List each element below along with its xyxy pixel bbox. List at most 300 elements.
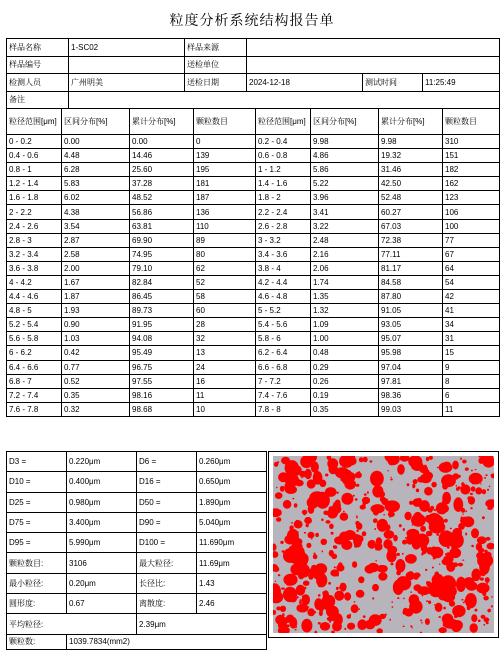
table-row xyxy=(7,332,500,346)
cell-interval: 1.09 xyxy=(311,318,379,332)
particle-blob xyxy=(362,497,370,504)
particle-blob xyxy=(314,475,316,477)
d75-label: D75 = xyxy=(7,512,67,532)
cell-cumulative: 69.90 xyxy=(130,233,194,247)
particle-blob xyxy=(432,567,434,569)
cell-interval: 0.42 xyxy=(62,346,130,360)
cell-count: 42 xyxy=(443,290,500,304)
particle-blob xyxy=(475,469,477,470)
particle-blob xyxy=(333,505,335,507)
particle-blob xyxy=(480,577,484,580)
header-interval: 区间分布[%] xyxy=(311,109,379,135)
cell-cumulative: 82.84 xyxy=(130,275,194,289)
aspect-ratio-label: 长径比: xyxy=(137,573,197,593)
particle-blob xyxy=(447,546,450,548)
header-interval: 区间分布[%] xyxy=(62,109,130,135)
d3-label: D3 = xyxy=(7,452,67,472)
cell-count: 187 xyxy=(194,191,256,205)
particle-blob xyxy=(426,600,428,602)
particle-blob xyxy=(444,519,448,523)
particle-blob xyxy=(421,554,423,556)
table-row xyxy=(7,219,500,233)
cell-count: 0 xyxy=(194,135,256,149)
cell-range: 4.2 - 4.4 xyxy=(256,275,311,289)
particle-blob xyxy=(362,531,367,536)
cell-range: 6.2 - 6.4 xyxy=(256,346,311,360)
cell-interval: 6.02 xyxy=(62,191,130,205)
cell-count: 195 xyxy=(194,163,256,177)
cell-cumulative: 9.98 xyxy=(379,135,443,149)
table-row xyxy=(7,247,500,261)
particle-blob xyxy=(439,564,441,565)
cell-range: 5.6 - 5.8 xyxy=(7,332,62,346)
cell-range: 3.6 - 3.8 xyxy=(7,261,62,275)
cell-count: 11 xyxy=(443,402,500,416)
particle-blob xyxy=(311,538,313,539)
particle-blob xyxy=(483,596,488,601)
particle-blob xyxy=(356,516,358,518)
particle-blob xyxy=(461,599,463,601)
cell-range: 6.8 - 7 xyxy=(7,374,62,388)
particle-blob xyxy=(297,573,299,576)
table-row xyxy=(7,233,500,247)
particle-blob xyxy=(491,596,493,597)
particle-blob xyxy=(383,514,385,515)
cell-range: 2.4 - 2.6 xyxy=(7,219,62,233)
cell-cumulative: 42.50 xyxy=(379,177,443,191)
cell-interval: 3.41 xyxy=(311,205,379,219)
cell-range: 4 - 4.2 xyxy=(7,275,62,289)
particle-blob xyxy=(278,574,281,576)
particle-blob xyxy=(478,620,481,623)
particle-blob xyxy=(313,554,318,559)
header-range: 粒径范围[μm] xyxy=(7,109,62,135)
particle-blob xyxy=(471,545,474,547)
particle-blob xyxy=(422,595,424,596)
particle-blob xyxy=(420,619,422,621)
particle-blob xyxy=(385,614,387,616)
particle-blob xyxy=(283,587,297,602)
table-row xyxy=(7,374,500,388)
particle-blob xyxy=(387,507,391,511)
particle-blob xyxy=(424,487,433,496)
particle-blob xyxy=(435,603,443,612)
cell-cumulative: 60.27 xyxy=(379,205,443,219)
particle-blob xyxy=(381,498,388,505)
particle-blob xyxy=(325,487,337,497)
cell-cumulative: 79.10 xyxy=(130,261,194,275)
cell-count: 106 xyxy=(443,205,500,219)
particle-blob xyxy=(396,576,412,590)
particle-blob xyxy=(473,598,476,600)
particle-blob xyxy=(458,523,465,530)
tester-value: 广州明美 xyxy=(69,74,185,92)
roundness-value: 0.67 xyxy=(67,594,137,614)
cell-range: 5.2 - 5.4 xyxy=(7,318,62,332)
particle-blob xyxy=(320,622,330,631)
particle-blob xyxy=(308,482,311,486)
particle-blob xyxy=(316,573,327,587)
particle-blob xyxy=(359,624,364,628)
cell-count: 77 xyxy=(443,233,500,247)
particle-blob xyxy=(445,585,452,593)
cell-count: 64 xyxy=(443,261,500,275)
cell-interval: 0.26 xyxy=(311,374,379,388)
particle-blob xyxy=(358,576,364,583)
cell-cumulative: 94.08 xyxy=(130,332,194,346)
d95-label: D95 = xyxy=(7,533,67,553)
cell-count: 15 xyxy=(443,346,500,360)
cell-interval: 3.54 xyxy=(62,219,130,233)
particle-blob xyxy=(276,606,281,610)
cell-range: 2.2 - 2.4 xyxy=(256,205,311,219)
particle-blob xyxy=(410,625,412,627)
particle-blob xyxy=(347,623,355,630)
particle-blob xyxy=(465,467,469,470)
cell-range: 7.8 - 8 xyxy=(256,402,311,416)
remark-value xyxy=(69,91,500,109)
particle-blob xyxy=(370,564,372,566)
particle-blob xyxy=(356,530,359,532)
particle-blob xyxy=(276,487,278,489)
particle-blob xyxy=(358,471,360,473)
table-row xyxy=(7,163,500,177)
particle-blob xyxy=(354,601,356,603)
particle-blob xyxy=(399,524,402,527)
particle-blob xyxy=(426,547,433,555)
cell-interval: 4.48 xyxy=(62,149,130,163)
max-size-label: 最大粒径: xyxy=(137,553,197,573)
particle-blob xyxy=(304,532,306,534)
distribution-table xyxy=(6,108,500,417)
particle-blob xyxy=(331,532,334,535)
cell-interval: 0.52 xyxy=(62,374,130,388)
dispersion-value: 2.46 xyxy=(197,594,267,614)
particle-count-label: 颗粒数目: xyxy=(7,553,67,573)
cell-cumulative: 97.81 xyxy=(379,374,443,388)
particle-blob xyxy=(413,584,421,591)
particle-blob xyxy=(471,528,479,538)
particle-blob xyxy=(483,624,485,626)
particle-blob xyxy=(282,550,285,552)
cell-interval: 1.74 xyxy=(311,275,379,289)
particle-blob xyxy=(297,564,299,566)
particle-blob xyxy=(396,559,406,572)
particle-blob xyxy=(336,587,339,590)
cell-range: 2.6 - 2.8 xyxy=(256,219,311,233)
table-row xyxy=(7,191,500,205)
cell-interval: 9.98 xyxy=(311,135,379,149)
particle-blob xyxy=(377,566,385,572)
cell-count: 67 xyxy=(443,247,500,261)
particle-blob xyxy=(412,538,421,550)
cell-count: 8 xyxy=(443,374,500,388)
max-size-value: 11.69μm xyxy=(197,553,267,573)
cell-interval: 2.16 xyxy=(311,247,379,261)
particle-count-value: 3106 xyxy=(67,553,137,573)
particle-blob xyxy=(319,610,323,616)
particle-blob xyxy=(441,504,443,506)
particle-blob xyxy=(295,629,297,631)
particle-blob xyxy=(482,592,486,596)
particle-blob xyxy=(442,492,451,505)
particle-blob xyxy=(299,599,301,602)
cell-count: 41 xyxy=(443,304,500,318)
particle-blob xyxy=(291,522,293,524)
cell-interval: 0.35 xyxy=(311,402,379,416)
particle-blob xyxy=(325,474,328,477)
roundness-label: 圆形度: xyxy=(7,594,67,614)
cell-cumulative: 97.04 xyxy=(379,360,443,374)
particle-blob xyxy=(454,615,458,618)
particle-blob xyxy=(318,594,321,597)
particle-blob xyxy=(333,545,337,549)
particle-blob xyxy=(353,495,355,497)
cell-cumulative: 87.80 xyxy=(379,290,443,304)
cell-count: 16 xyxy=(194,374,256,388)
particle-blob xyxy=(487,500,489,502)
particle-blob xyxy=(462,460,466,464)
cell-interval: 1.93 xyxy=(62,304,130,318)
cell-count: 9 xyxy=(443,360,500,374)
cell-range: 3.8 - 4 xyxy=(256,261,311,275)
cell-cumulative: 95.98 xyxy=(379,346,443,360)
cell-cumulative: 56.86 xyxy=(130,205,194,219)
particle-blob xyxy=(280,541,283,544)
d3-value: 0.220μm xyxy=(67,452,137,472)
cell-cumulative: 96.75 xyxy=(130,360,194,374)
particle-blob xyxy=(391,477,392,478)
particle-blob xyxy=(352,561,357,568)
cell-interval: 6.28 xyxy=(62,163,130,177)
particle-blob xyxy=(453,532,455,534)
particle-blob xyxy=(405,554,417,564)
particle-blob xyxy=(438,616,441,618)
particle-blob xyxy=(410,591,412,593)
particle-blob xyxy=(383,520,387,523)
particle-blob xyxy=(431,482,436,488)
particle-blob xyxy=(334,536,345,544)
cell-interval: 1.35 xyxy=(311,290,379,304)
particle-blob xyxy=(487,506,492,510)
particle-blob xyxy=(469,473,483,485)
particle-blob xyxy=(416,489,419,493)
table-row xyxy=(7,318,500,332)
cell-count: 182 xyxy=(443,163,500,177)
table-row xyxy=(7,177,500,191)
d75-value: 3.400μm xyxy=(67,512,137,532)
cell-range: 2 - 2.2 xyxy=(7,205,62,219)
particle-blob xyxy=(403,626,405,628)
particle-blob xyxy=(480,483,481,485)
particle-blob xyxy=(344,592,351,600)
d16-value: 0.650μm xyxy=(197,472,267,492)
particle-blob xyxy=(325,595,336,608)
cell-interval: 1.03 xyxy=(62,332,130,346)
particle-blob xyxy=(429,521,446,533)
particle-blob xyxy=(482,489,486,494)
particle-blob xyxy=(440,627,446,631)
particle-blob xyxy=(296,604,308,613)
particle-blob xyxy=(461,482,464,486)
d90-value: 5.040μm xyxy=(197,512,267,532)
sample-source-label: 样品来源 xyxy=(185,39,247,57)
cell-count: 151 xyxy=(443,149,500,163)
particle-blob xyxy=(314,598,322,610)
cell-interval: 4.86 xyxy=(311,149,379,163)
particle-blob xyxy=(334,566,336,568)
sample-no-label: 样品编号 xyxy=(7,56,69,74)
cell-range: 3.2 - 3.4 xyxy=(7,247,62,261)
particle-blob xyxy=(343,511,345,512)
cell-range: 0.6 - 0.8 xyxy=(256,149,311,163)
particle-blob xyxy=(329,621,331,623)
particle-blob xyxy=(476,552,485,559)
particle-blob xyxy=(452,461,459,470)
particle-blob xyxy=(421,622,422,624)
particle-micrograph xyxy=(273,456,494,633)
cell-count: 162 xyxy=(443,177,500,191)
particle-blob xyxy=(422,547,427,551)
cell-range: 7 - 7.2 xyxy=(256,374,311,388)
table-row xyxy=(7,360,500,374)
particle-blob xyxy=(373,518,378,523)
cell-cumulative: 81.17 xyxy=(379,261,443,275)
particle-blob xyxy=(305,595,308,597)
particle-blob xyxy=(463,514,464,515)
particle-blob xyxy=(406,529,419,538)
particle-blob xyxy=(456,485,457,487)
cell-interval: 2.00 xyxy=(62,261,130,275)
particle-blob xyxy=(423,503,425,505)
particle-blob xyxy=(299,608,301,610)
cell-interval: 2.87 xyxy=(62,233,130,247)
particle-blob xyxy=(443,619,458,629)
particle-blob xyxy=(437,467,439,469)
cell-count: 310 xyxy=(443,135,500,149)
particle-blob xyxy=(351,604,359,613)
particle-blob xyxy=(465,510,467,512)
particle-blob xyxy=(453,497,463,512)
particle-blob xyxy=(274,462,278,467)
particle-blob xyxy=(303,581,310,586)
particle-blob xyxy=(475,487,482,494)
particle-blob xyxy=(487,609,490,613)
table-row xyxy=(7,290,500,304)
particle-blob xyxy=(484,477,486,479)
cell-interval: 0.77 xyxy=(62,360,130,374)
particle-blob xyxy=(321,539,328,545)
cell-count: 181 xyxy=(194,177,256,191)
particle-blob xyxy=(280,486,285,492)
particle-blob xyxy=(374,528,376,530)
cell-interval: 0.19 xyxy=(311,388,379,402)
particle-blob xyxy=(413,572,420,577)
particle-blob xyxy=(338,471,341,473)
particle-blob xyxy=(485,474,487,476)
particle-blob xyxy=(368,540,377,549)
particle-blob xyxy=(323,511,328,516)
cell-range: 1.8 - 2 xyxy=(256,191,311,205)
particle-blob xyxy=(402,553,404,555)
particle-blob xyxy=(407,483,410,486)
cell-range: 5.4 - 5.6 xyxy=(256,318,311,332)
particle-blob xyxy=(486,582,488,584)
cell-interval: 0.00 xyxy=(62,135,130,149)
cell-interval: 5.22 xyxy=(311,177,379,191)
particle-blob xyxy=(428,601,431,604)
particle-blob xyxy=(307,608,315,616)
table-row xyxy=(7,346,500,360)
particle-blob xyxy=(479,583,483,587)
particle-blob xyxy=(275,492,283,499)
time-label: 测试时间 xyxy=(363,74,423,92)
avg-size-value: 2.39μm xyxy=(137,614,267,634)
cell-cumulative: 77.11 xyxy=(379,247,443,261)
particle-blob xyxy=(482,516,485,519)
particle-blob xyxy=(476,543,482,551)
particle-blob xyxy=(308,573,314,580)
particle-blob xyxy=(344,628,346,630)
particle-blob xyxy=(292,498,294,500)
d95-value: 5.990μm xyxy=(67,533,137,553)
area-label: 颗粒数: xyxy=(7,634,67,649)
d6-value: 0.260μm xyxy=(197,452,267,472)
table-row xyxy=(7,261,500,275)
particle-blob xyxy=(452,605,465,617)
table-row xyxy=(7,402,500,416)
cell-cumulative: 67.03 xyxy=(379,219,443,233)
particle-blob xyxy=(397,597,399,599)
particle-blob xyxy=(413,479,418,484)
d50-label: D50 = xyxy=(137,492,197,512)
particle-blob xyxy=(411,514,426,527)
particle-blob xyxy=(306,543,311,548)
particle-blob xyxy=(343,535,345,537)
cell-count: 139 xyxy=(194,149,256,163)
particle-blob xyxy=(283,500,292,509)
cell-cumulative: 95.49 xyxy=(130,346,194,360)
cell-interval: 0.48 xyxy=(311,346,379,360)
particle-blob xyxy=(370,460,373,462)
particle-blob xyxy=(278,621,287,630)
particle-blob xyxy=(356,590,365,598)
particle-blob xyxy=(275,581,276,582)
particle-blob xyxy=(417,503,420,506)
cell-cumulative: 14.46 xyxy=(130,149,194,163)
table-row xyxy=(7,388,500,402)
particle-blob xyxy=(391,601,393,602)
particle-blob xyxy=(434,509,437,511)
particle-blob xyxy=(390,479,393,481)
particle-blob xyxy=(322,550,324,552)
particle-blob xyxy=(458,584,460,587)
cell-interval: 5.83 xyxy=(62,177,130,191)
sample-info-table xyxy=(6,38,500,109)
tester-label: 检测人员 xyxy=(7,74,69,92)
particle-blob xyxy=(420,526,426,532)
statistics-table xyxy=(6,451,267,650)
area-value: 1039.7834(mm2) xyxy=(67,634,267,649)
cell-range: 4.4 - 4.6 xyxy=(7,290,62,304)
cell-interval: 2.48 xyxy=(311,233,379,247)
date-value: 2024-12-18 xyxy=(247,74,363,92)
particle-blob xyxy=(434,604,436,605)
particle-blob xyxy=(300,554,309,565)
particle-blob xyxy=(445,579,448,583)
particle-blob xyxy=(484,552,491,558)
particle-blob xyxy=(360,505,366,510)
